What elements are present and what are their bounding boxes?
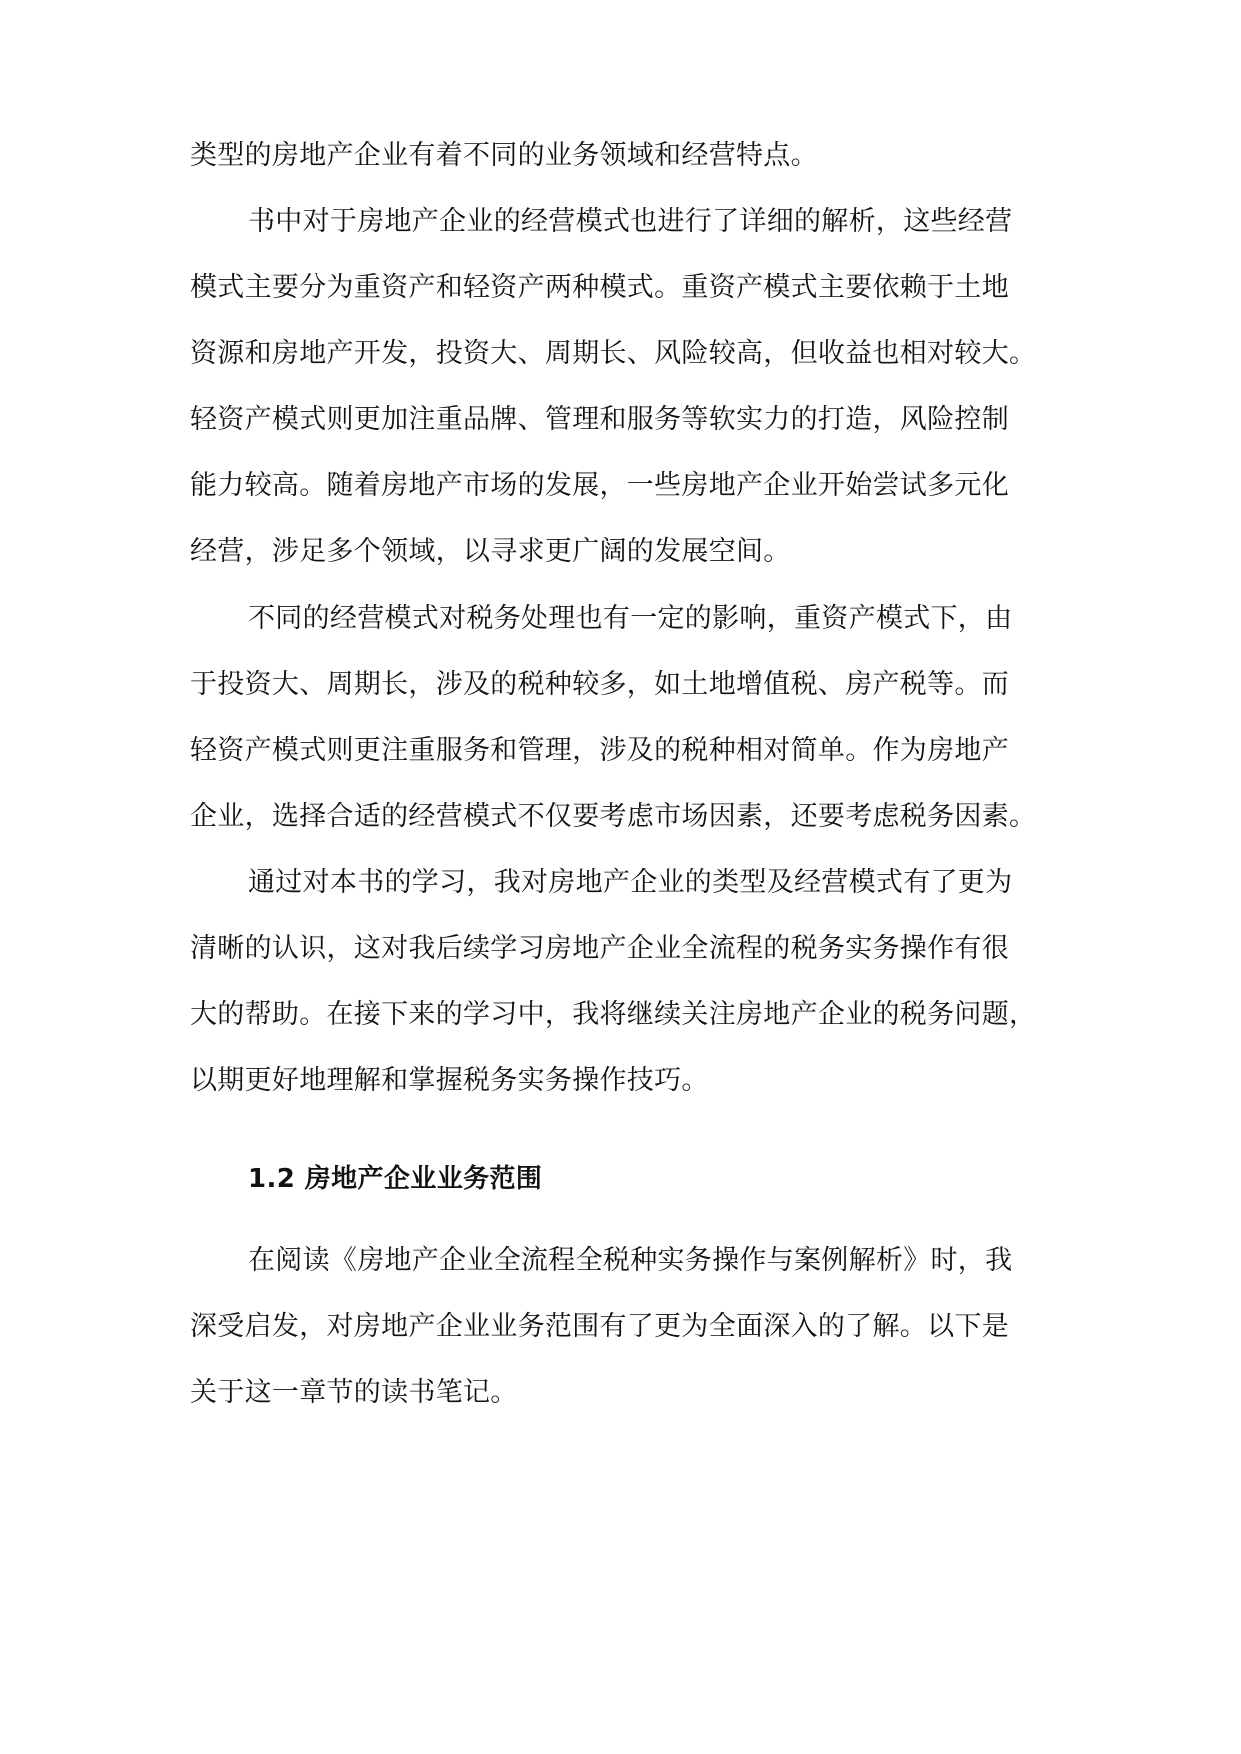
paragraph-first-line: 通过对本书的学习，我对房地产企业的类型及经营模式有了更为: [248, 867, 1013, 898]
text-line: 清晰的认识，这对我后续学习房地产企业全流程的税务实务操作有很: [190, 933, 1009, 964]
text-line: 资源和房地产开发，投资大、周期长、风险较高，但收益也相对较大。: [190, 338, 1037, 369]
text-line: 以期更好地理解和掌握税务实务操作技巧。: [190, 1065, 709, 1096]
text-line: 关于这一章节的读书笔记。: [190, 1377, 518, 1408]
text-line: 轻资产模式则更注重服务和管理，涉及的税种相对简单。作为房地产: [190, 735, 1009, 766]
text-line: 能力较高。随着房地产市场的发展，一些房地产企业开始尝试多元化: [190, 470, 1009, 501]
text-line: 模式主要分为重资产和轻资产两种模式。重资产模式主要依赖于土地: [190, 272, 1009, 303]
text-line: 类型的房地产企业有着不同的业务领域和经营特点。: [190, 140, 818, 171]
text-line: 企业，选择合适的经营模式不仅要考虑市场因素，还要考虑税务因素。: [190, 801, 1037, 832]
paragraph-first-line: 在阅读《房地产企业全流程全税种实务操作与案例解析》时，我: [248, 1245, 1013, 1276]
paragraph-first-line: 不同的经营模式对税务处理也有一定的影响，重资产模式下，由: [248, 603, 1013, 634]
text-line: 深受启发，对房地产企业业务范围有了更为全面深入的了解。以下是: [190, 1311, 1009, 1342]
text-line: 轻资产模式则更加注重品牌、管理和服务等软实力的打造，风险控制: [190, 404, 1009, 435]
text-line: 于投资大、周期长，涉及的税种较多，如土地增值税、房产税等。而: [190, 669, 1009, 700]
paragraph-first-line: 书中对于房地产企业的经营模式也进行了详细的解析，这些经营: [248, 206, 1013, 237]
section-heading: 1.2 房地产企业业务范围: [248, 1164, 543, 1194]
text-line: 大的帮助。在接下来的学习中，我将继续关注房地产企业的税务问题，: [190, 999, 1037, 1030]
text-line: 经营，涉足多个领域，以寻求更广阔的发展空间。: [190, 536, 791, 567]
